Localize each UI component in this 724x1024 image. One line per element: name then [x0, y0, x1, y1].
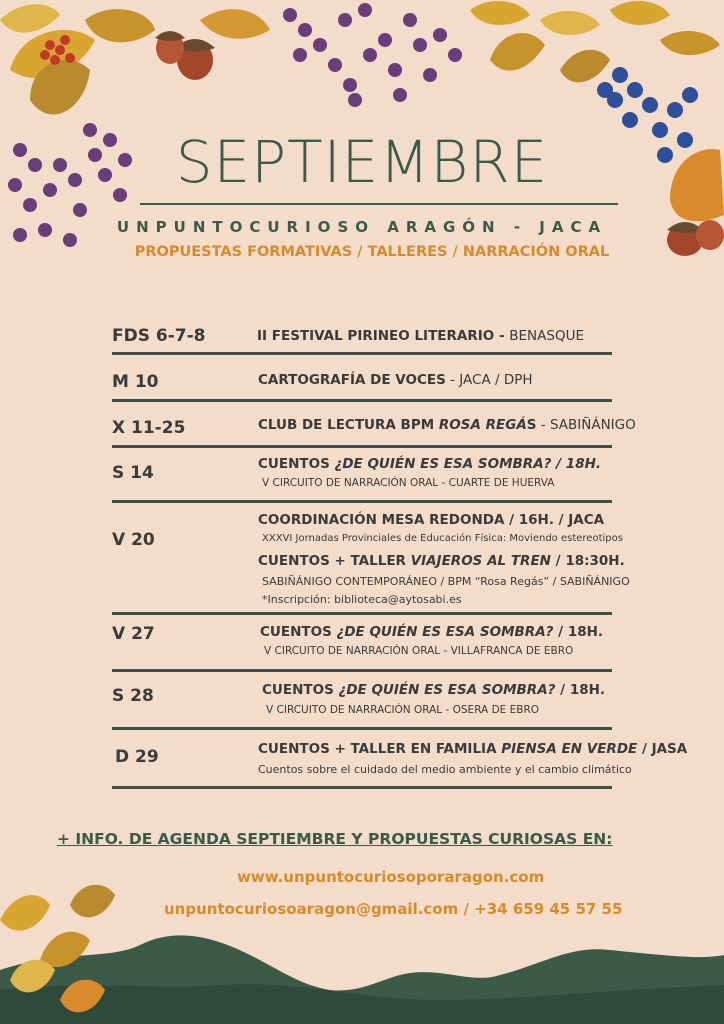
event-title	[260, 624, 603, 640]
event-title-bold: CUENTOS	[262, 682, 339, 698]
divider	[112, 786, 612, 789]
event-title-bold: CUENTOS + TALLER EN FAMILIA	[258, 741, 502, 757]
event-title-italic: ¿DE QUIÉN ES ESA SOMBRA? / 18H.	[334, 456, 602, 472]
event-title-bold: CUENTOS	[258, 456, 335, 472]
event-title-bold: II FESTIVAL PIRINEO LITERARIO -	[257, 328, 510, 344]
acorn-top	[155, 9, 270, 80]
page-title: SEPTIEMBRE	[175, 128, 549, 196]
event-title-italic: PIENSA EN VERDE	[501, 741, 638, 757]
event-title-bold: CLUB DE LECTURA BPM	[258, 417, 439, 433]
event-date: X 11-25	[112, 418, 186, 438]
subtitle: UNPUNTOCURIOSO ARAGÓN - JACA	[116, 218, 608, 236]
event-date: V 27	[112, 624, 155, 644]
divider	[112, 727, 612, 730]
event-detail: SABIÑÁNIGO CONTEMPORÁNEO / BPM “Rosa Regás” / SABIÑÁNIGO	[262, 575, 630, 588]
event-title	[262, 682, 605, 698]
event-date: FDS 6-7-8	[112, 326, 206, 346]
event-title-bold: COORDINACIÓN MESA REDONDA / 16H. / JACA	[258, 512, 605, 528]
event-title	[258, 553, 625, 569]
event-location: - SABIÑÁNIGO	[536, 417, 636, 433]
berries-top-center	[283, 3, 462, 107]
divider	[112, 669, 612, 672]
event-title-bold: CARTOGRAFÍA DE VOCES	[258, 372, 446, 388]
website-link[interactable]: www.unpuntocuriosoporaragon.com	[237, 868, 545, 886]
event-detail: V CIRCUITO DE NARRACIÓN ORAL - CUARTE DE HUERVA	[262, 477, 555, 489]
event-title-italic: ¿DE QUIÉN ES ESA SOMBRA?	[338, 682, 556, 698]
event-title-italic: ROSA REGÁ	[438, 417, 527, 433]
event-title-bold: CUENTOS	[260, 624, 337, 640]
event-title	[258, 456, 601, 472]
event-date: S 28	[112, 686, 154, 706]
leaf-cluster-top-left	[0, 4, 155, 114]
divider	[112, 399, 612, 402]
event-title	[258, 417, 636, 433]
event-title-bold: CUENTOS + TALLER	[258, 553, 411, 569]
event-title-italic: ¿DE QUIÉN ES ESA SOMBRA?	[336, 624, 554, 640]
leaf-cluster-top-right	[470, 1, 720, 82]
event-detail: Cuentos sobre el cuidado del medio ambiente y el cambio climático	[258, 763, 632, 776]
event-location: - JACA / DPH	[445, 372, 533, 388]
divider	[112, 612, 612, 615]
event-date: V 20	[112, 530, 155, 550]
email-phone[interactable]: unpuntocuriosoaragon@gmail.com / +34 659 45 57 55	[164, 900, 623, 918]
event-title-bold: S	[526, 417, 537, 433]
event-title-bold: / 18H.	[555, 682, 606, 698]
event-detail: XXXVI Jornadas Provinciales de Educación Física: Moviendo estereotipos	[262, 533, 623, 544]
event-title	[258, 372, 533, 388]
divider	[112, 500, 612, 503]
event-location: BENASQUE	[509, 328, 584, 344]
title-underline	[140, 203, 618, 205]
event-title-bold: / JASA	[637, 741, 688, 757]
event-title-bold: / 18:30H.	[550, 553, 625, 569]
event-date: S 14	[112, 463, 154, 483]
event-detail: V CIRCUITO DE NARRACIÓN ORAL - OSERA DE EBRO	[266, 704, 540, 716]
divider	[112, 352, 612, 355]
event-title-bold: / 18H.	[553, 624, 604, 640]
event-title	[258, 512, 604, 528]
hills-bottom	[0, 935, 724, 1024]
event-title	[258, 741, 687, 757]
event-title-italic: VIAJEROS AL TREN	[410, 553, 551, 569]
event-date: M 10	[112, 372, 159, 392]
info-heading: + INFO. DE AGENDA SEPTIEMBRE Y PROPUESTAS CURIOSAS EN:	[57, 830, 613, 848]
tagline: PROPUESTAS FORMATIVAS / TALLERES / NARRACIÓN ORAL	[134, 244, 610, 260]
event-detail: V CIRCUITO DE NARRACIÓN ORAL - VILLAFRANCA DE EBRO	[264, 645, 574, 657]
divider	[112, 445, 612, 448]
event-inscription: *Inscripción: biblioteca@aytosabi.es	[262, 593, 462, 606]
event-title	[257, 328, 584, 344]
event-date: D 29	[115, 747, 159, 767]
